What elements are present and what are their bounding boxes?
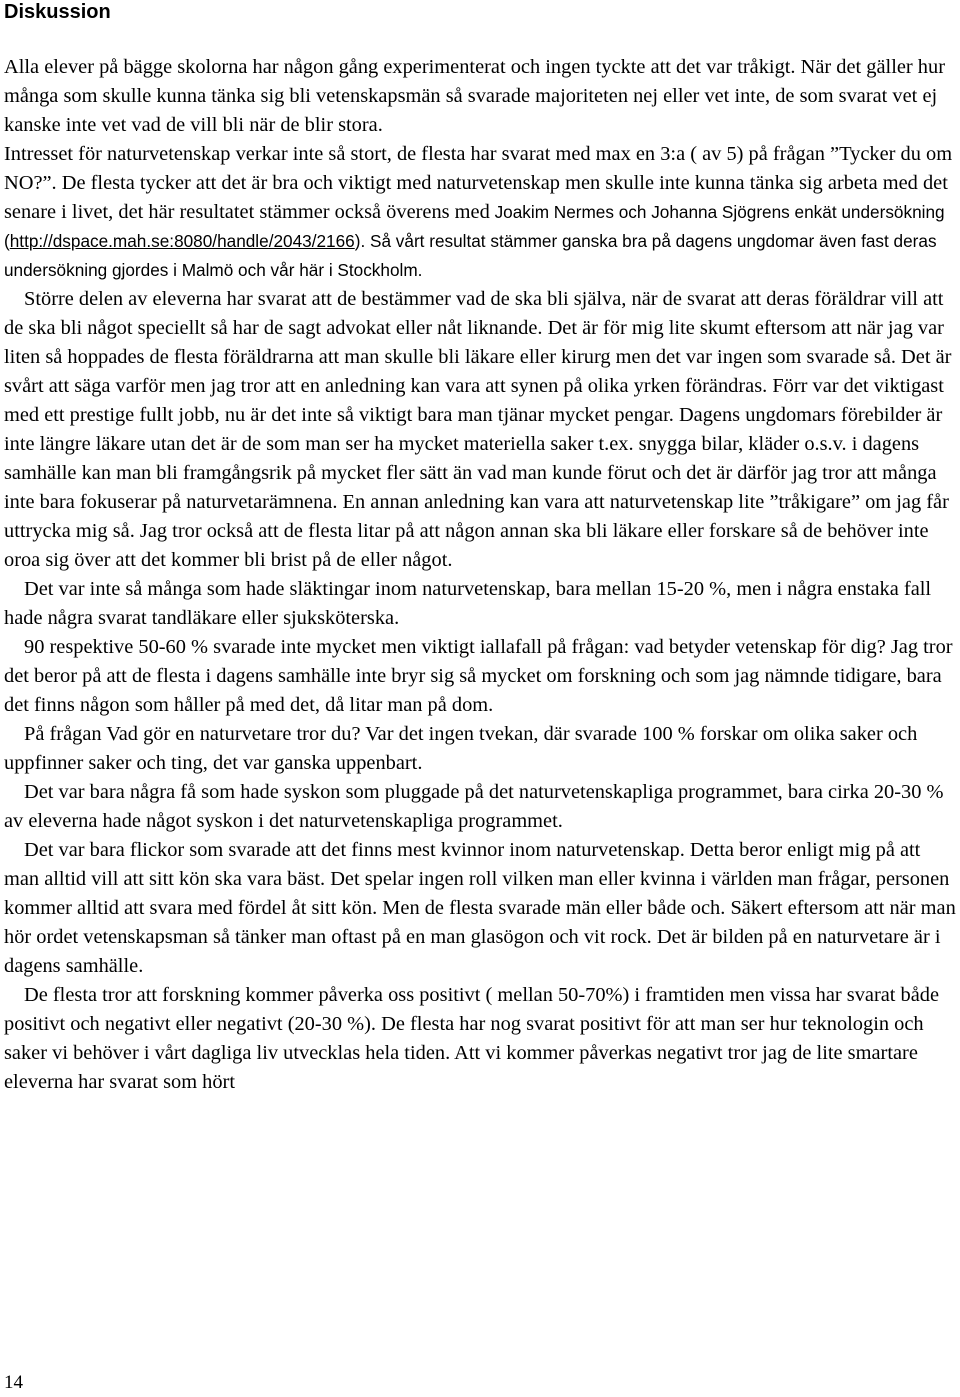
reference-link[interactable]: http://dspace.mah.se:8080/handle/2043/2166: [9, 231, 355, 251]
paragraph-2-paren-open: (: [4, 231, 10, 251]
paragraph-7: Det var bara några få som hade syskon som pluggade på det naturvetenskapliga programmet, bara cirka 20-30 % av eleverna hade något syskon i det naturvetenskapliga programmet.: [4, 781, 944, 832]
section-heading: Diskussion: [4, 1, 111, 23]
paragraph-9: De flesta tror att forskning kommer påverka oss positivt ( mellan 50-70%) i framtiden men vissa har svarat både positivt och negativt eller negativt (20-30 %). De flesta har nog svarat positivt för att man ser hur teknologin och saker vi behöver i vårt dagliga liv utvecklas hela tiden. Att vi kommer påverkas negativt tror jag de lite smartare eleverna har svarat som hört: [4, 984, 940, 1093]
paragraph-3: Större delen av eleverna har svarat att de bestämmer vad de ska bli själva, när de svarat att deras föräldrar vill att de ska bli något speciellt så har de sagt advokat eller nåt liknande. Det är för mig lite skumt eftersom att när jag var liten så hoppades de flesta föräldrarna att man skulle bli läkare eller kirurg men det var ingen som svarade så. Det är svårt att säga varför men jag tror att en anledning kan vara att synen på olika yrken förändras. Förr var det viktigast med ett prestige fullt jobb, nu är det inte så viktigt bara man tjänar mycket pengar. Dagens ungdomars förebilder är inte längre läkare utan det är de som man ser ha mycket materiella saker t.ex. snygga bilar, kläder o.s.v. i dagens samhälle kan man bli framgångsrik på mycket fler sätt än vad man kunde förut och det är därför jag tror att många inte bara fokuserar på naturvetarämnena. En annan anledning kan vara att naturvetenskap lite ”tråkigare” om jag får uttrycka mig så. Jag tror också att de flesta litar på att någon annan ska bli läkare eller forskare så de behöver inte oroa sig över att det kommer bli brist på de eller något.: [4, 288, 952, 571]
paragraph-5: 90 respektive 50-60 % svarade inte mycket men viktigt iallafall på frågan: vad betyder vetenskap för dig? Jag tror det beror på att de flesta i dagens samhälle inte bryr sig så mycket om forskning och som jag nämnde tidigare, bara det finns någon som håller på med det, då litar man på dom.: [4, 636, 953, 716]
paragraph-2-sans-tail: Så vårt resultat stämmer ganska bra på dagens ungdomar även fast deras undersökning gjordes i Malmö och vår här i Stockholm.: [4, 231, 937, 280]
paragraph-2-paren-close: ).: [354, 231, 366, 251]
document-body: [4, 53, 956, 1097]
paragraph-2: [4, 140, 956, 285]
paragraph-6: På frågan Vad gör en naturvetare tror du? Var det ingen tvekan, där svarade 100 % forskar om olika saker och uppfinner saker och ting, det var ganska uppenbart.: [4, 723, 918, 774]
paragraph-4: Det var inte så många som hade släktingar inom naturvetenskap, bara mellan 15-20 %, men i några enstaka fall hade några svarat tandläkare eller sjuksköterska.: [4, 578, 932, 629]
paragraph-1: Alla elever på bägge skolorna har någon gång experimenterat och ingen tyckte att det var tråkigt. När det gäller hur många som skulle kunna tänka sig bli vetenskapsmän så svarade majoriteten nej eller vet inte, de som svarat vet ej kanske inte vet vad de vill bli när de blir stora.: [4, 56, 945, 136]
paragraph-8: Det var bara flickor som svarade att det finns mest kvinnor inom naturvetenskap. Detta beror enligt mig på att man alltid vill att sitt kön ska vara bäst. Det spelar ingen roll vilken man eller kvinna i världen man frågar, personen kommer alltid att svara med fördel åt sitt kön. Men de flesta svarade män eller både och. Säkert eftersom att när man hör ordet vetenskapsman så tänker man oftast på en man glasögon och vit rock. Det är bilden på en naturvetare är i dagens samhälle.: [4, 839, 956, 977]
paragraph-2-text: Intresset för naturvetenskap verkar inte så stort, de flesta har svarat med max en 3:a ( av 5) på frågan ”Tycker du om NO?”. De flesta tycker att det är bra och viktigt med naturvetenskap men skulle inte kunna tänka sig arbeta med det senare i livet, det här resultatet stämmer också överens med: [4, 143, 953, 223]
page-number: 14: [4, 1372, 23, 1393]
paragraph-2-sans-text: Joakim Nermes och Johanna Sjögrens enkät undersökning: [489, 202, 945, 222]
